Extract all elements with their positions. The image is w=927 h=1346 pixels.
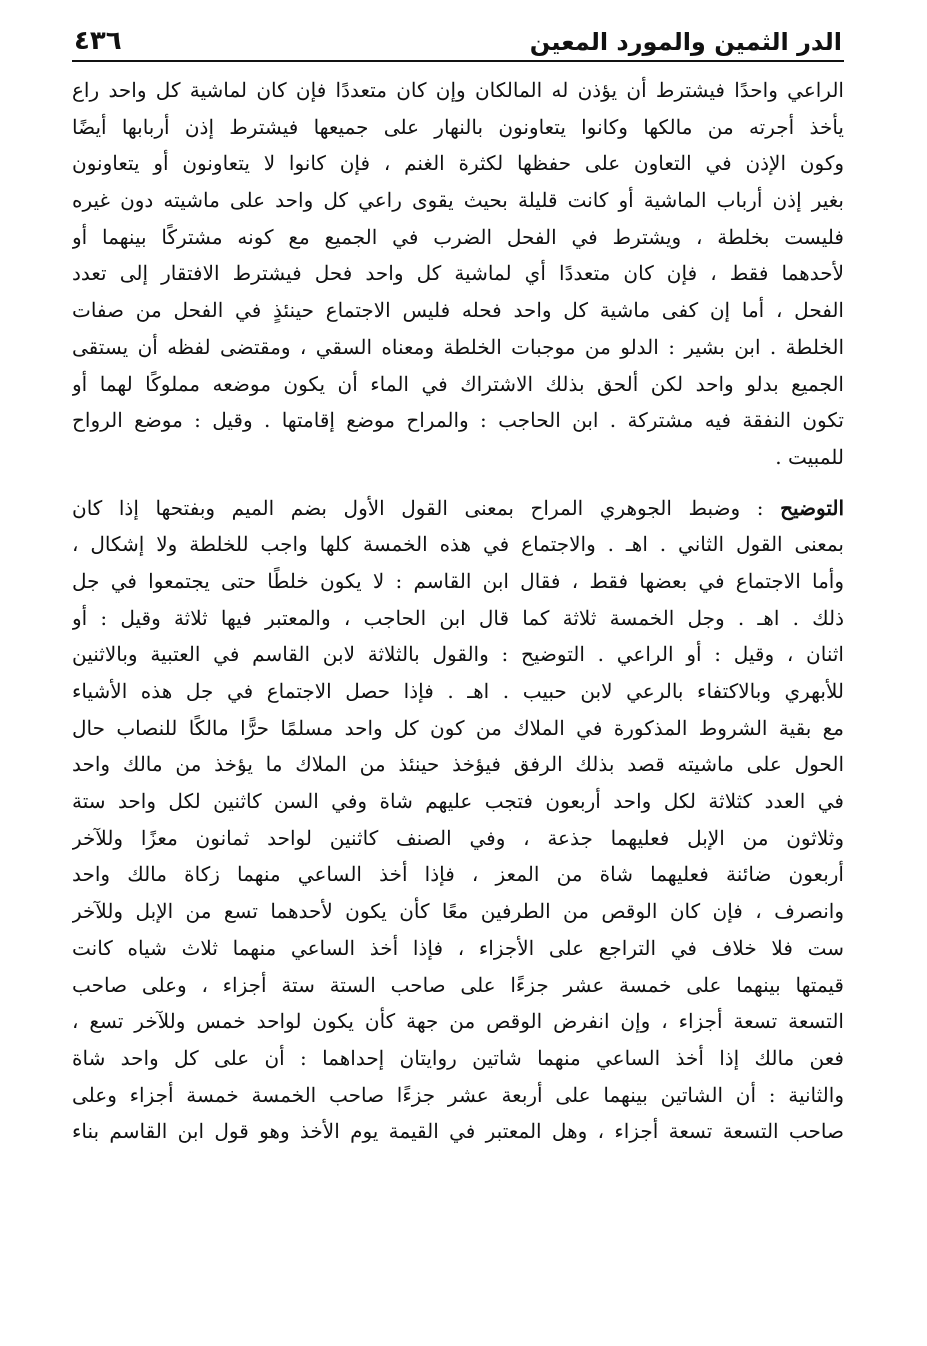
text-line: ست فلا خلاف في التراجع على الأجزاء ، فإذا أخذ الساعي منهما ثلاث شياه كانت [72,935,844,960]
text-line: أربعون ضائنة فعليهما شاة من المعز ، فإذا أخذ الساعي منهما زكاة مالك واحد [72,862,844,887]
text-line: الجميع بدلو واحد لكن ألحق بذلك الاشتراك في الماء أن يكون موضعه مملوكًا لهما أو [72,371,844,396]
text-line: وانصرف ، فإن كان الوقص من الطرفين معًا كأن يكون لأحدهما تسع من الإبل وللآخر [72,899,844,924]
text-line: والثانية : أن الشاتين بينهما على أربعة عشر جزءًا صاحب الخمسة خمسة أجزاء وعلى [72,1082,844,1107]
text-line: لأحدهما فقط ، فإن كان متعددًا أي لماشية كل واحد فحل فيشترط الافتقار إلى تعدد [72,261,844,286]
text-line: فليست بخلطة ، ويشترط في الفحل الضرب في الجميع مع كونه مشتركًا بينهما أو [72,224,844,249]
page-number: ٤٣٦ [74,26,122,56]
text-line: الراعي واحدًا فيشترط أن يؤذن له المالكان وإن كان متعددًا فإن كان لماشية كل واحد راع [72,78,844,102]
text-line: وكون الإذن في التعاون على حفظها لكثرة الغنم ، فإن كانوا لا يتعاونون أو يتعاونون [72,151,844,176]
text-line: الحول على ماشيته قصد بذلك الرفق فيؤخذ حينئذ من الملاك ما يؤخذ من مالك واحد [72,752,844,777]
text-line: مع بقية الشروط المذكورة في الملاك من كون كل واحد مسلمًا حرًّا مالكًا للنصاب حال [72,715,844,740]
text-line: بمعنى القول الثاني . اهـ . والاجتماع في هذه الخمسة كلها واجب للخلطة ولا إشكال ، [72,532,844,557]
text-line: الخلطة . ابن بشير : الدلو من موجبات الخلطة ومعناه السقي ، ومقتضى لفظه أن يستقى [72,334,844,359]
text-line: وأما الاجتماع في بعضها فقط ، فقال ابن القاسم : لا يكون خلطًا حتى يجتمعوا في جل [72,568,844,593]
book-title: الدر الثمين والمورد المعين [529,28,842,56]
text-line: للأبهري وبالاكتفاء بالرعي لابن حبيب . اهـ . فإذا حصل الاجتماع في جل هذه الأشياء [72,679,844,703]
text-line: التسعة تسعة أجزاء ، وإن انفرض الوقص من جهة كأن يكون لواحد خمس وللآخر تسع ، [72,1009,844,1034]
text-line: ذلك . اهـ . وجل الخمسة ثلاثة كما قال ابن الحاجب ، والمعتبر فيها ثلاثة وقيل : أو [72,605,844,630]
text-line: تكون النفقة فيه مشتركة . ابن الحاجب : والمراح موضع إقامتها . وقيل : موضع الرواح [72,408,844,433]
text-line: اثنان ، وقيل : أو الراعي . التوضيح : والقول بالثلاثة لابن القاسم في العتبية وبالاثنين [72,642,844,667]
book-page [72,18,844,1328]
text-line: صاحب التسعة تسعة أجزاء ، وهل المعتبر في القيمة يوم الأخذ وهو قول ابن القاسم بناء [72,1119,844,1144]
text-line: الفحل ، أما إن كفى ماشية كل واحد فحله فليس الاجتماع حينئذٍ في الفحل من صفات [72,298,844,323]
text-line: يأخذ أجرته من مالكها وكانوا يتعاونون بالنهار على جميعها فيشترط إذن أربابها أيضًا [72,114,844,139]
text-line-rest: : وضبط الجوهري المراح بمعنى القول الأول بضم الميم وبفتحها إذا كان [72,495,764,520]
text-line: في العدد كثلاثة لكل واحد أربعون فتجب عليهم شاة وفي السن كاثنين لكل واحد ستة [72,789,844,814]
paragraph-lead-word: التوضيح [780,495,844,520]
text-line [72,490,844,527]
paragraph-continued [72,72,844,476]
text-line: بغير إذن أرباب الماشية أو كانت قليلة بحيث يقوى راعي كل واحد على ماشيته دون غيره [72,188,844,213]
text-line: قيمتها بينهما على خمسة عشر جزءًا على صاحب الستة ستة أجزاء ، وعلى صاحب [72,972,844,997]
paragraph-tawdih [72,490,844,1150]
text-line: وثلاثون من الإبل فعليهما جذعة ، وفي الصنف كاثنين لواحد ثمانون معزًا وللآخر [72,825,844,850]
text-line: للمبيت . [775,444,844,469]
text-line: فعن مالك إذا أخذ الساعي منهما شاتين روايتان إحداهما : أن على كل واحد شاة [72,1045,844,1070]
running-head [72,18,844,62]
